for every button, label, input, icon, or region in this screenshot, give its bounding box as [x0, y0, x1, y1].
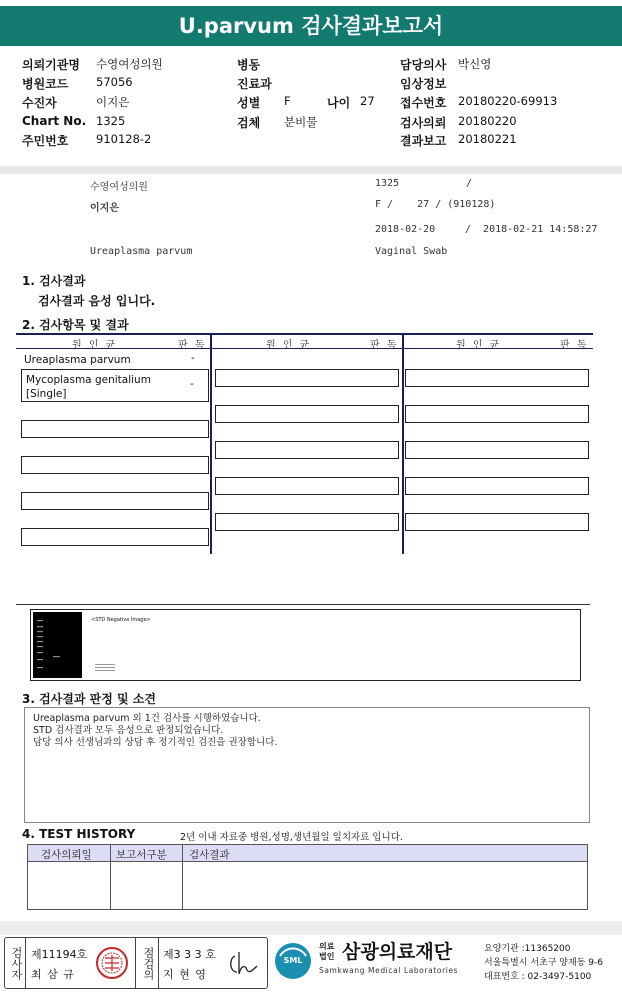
- empty-cell: [405, 513, 589, 531]
- history-col-result: 검사결과: [189, 849, 230, 861]
- tester-number: 제11194호: [31, 948, 88, 961]
- organism-result: -: [191, 352, 195, 364]
- institution-label: 의뢰기관명: [22, 58, 80, 72]
- empty-cell: [215, 513, 399, 531]
- organism-result: -: [190, 378, 194, 390]
- specimen-value: 분비물: [284, 115, 318, 129]
- gel-image: [33, 612, 82, 678]
- section1-heading: 1. 검사결과: [22, 274, 86, 288]
- signature-icon: [225, 948, 261, 980]
- empty-cell: [405, 441, 589, 459]
- col-header-result-3: 판 독: [560, 340, 589, 351]
- col-header-organism-2: 원 인 균: [266, 340, 312, 351]
- org-prefix-2: 법인: [319, 952, 335, 961]
- printout-sex-age: F / 27 / (910128): [375, 199, 496, 210]
- footer-line-1: 요양기관 :11365200: [484, 944, 571, 954]
- empty-cell: [405, 405, 589, 423]
- id-label: 주민번호: [22, 134, 69, 148]
- tester-name: 최 삼 규: [31, 968, 75, 981]
- footer-band: [0, 921, 622, 935]
- specimen-label: 검체: [237, 116, 261, 130]
- report-date-value: 20180221: [458, 132, 517, 146]
- opinion-box: [24, 707, 590, 823]
- history-col-type: 보고서구분: [116, 849, 167, 861]
- reviewer-name: 지 현 영: [163, 968, 207, 981]
- history-col-divider: [110, 845, 111, 909]
- hospital-code-label: 병원코드: [22, 77, 69, 91]
- org-prefix-1: 의료: [319, 942, 335, 951]
- sex-label: 성별: [237, 96, 261, 110]
- section3-heading: 3. 검사결과 판정 및 소견: [22, 692, 156, 706]
- hospital-code-value: 57056: [96, 75, 133, 89]
- empty-cell: [21, 420, 209, 438]
- dept-label: 진료과: [237, 77, 272, 91]
- reviewer-label: 점검의: [135, 938, 159, 988]
- patient-label: 수진자: [22, 96, 57, 110]
- org-english: Samkwang Medical Laboratories: [319, 966, 459, 975]
- section4-heading: 4. TEST HISTORY: [22, 827, 136, 841]
- empty-cell: [215, 405, 399, 423]
- reviewer-number: 제3 3 3 호: [163, 948, 216, 961]
- ward-label: 병동: [237, 58, 261, 72]
- report-date-label: 결과보고: [400, 134, 447, 148]
- history-col-divider: [182, 845, 183, 909]
- column-divider-1: [210, 333, 212, 554]
- org-name: 삼광의료재단: [342, 941, 453, 963]
- doctor-label: 담당의사: [400, 58, 447, 72]
- divider-line: [16, 604, 590, 605]
- id-value: 910128-2: [96, 132, 152, 146]
- signature-block: [4, 937, 268, 989]
- printout-date-to: / 2018-02-21 14:58:27: [465, 224, 598, 235]
- section1-text: 검사결과 음성 입니다.: [38, 294, 156, 308]
- empty-cell: [21, 492, 209, 510]
- sml-logo-icon: [272, 940, 314, 982]
- age-value: 27: [360, 94, 375, 108]
- empty-cell: [215, 477, 399, 495]
- printout-specimen: Vaginal Swab: [375, 246, 448, 257]
- col-header-organism-3: 원 인 균: [456, 340, 502, 351]
- request-label: 검사의뢰: [400, 116, 447, 130]
- history-col-date: 검사의뢰일: [41, 849, 92, 861]
- receipt-label: 접수번호: [400, 96, 447, 110]
- table-top-rule: [16, 333, 593, 335]
- history-header: [28, 845, 587, 862]
- empty-cell: [21, 456, 209, 474]
- tester-label: 검사자: [5, 938, 26, 988]
- printout-chart: 1325: [375, 178, 400, 189]
- age-label: 나이: [327, 96, 351, 110]
- col-header-result-1: 판 독: [178, 340, 207, 351]
- history-table: [27, 844, 588, 910]
- empty-cell: [215, 441, 399, 459]
- patient-value: 이지은: [96, 95, 130, 109]
- opinion-line: Ureaplasma parvum 외 1건 검사를 시행하였습니다.: [33, 713, 261, 724]
- seal-icon: [95, 946, 129, 980]
- opinion-line: 담당 의사 선생님과의 상담 후 정기적인 검진을 권장합니다.: [33, 737, 278, 748]
- gel-caption: <STD Negative Image>: [91, 617, 151, 623]
- logo-text: SML: [283, 956, 303, 965]
- chart-label: Chart No.: [22, 114, 87, 128]
- empty-cell: [215, 369, 399, 387]
- opinion-line: STD 검사결과 모두 음성으로 판정되었습니다.: [33, 725, 224, 736]
- footer-line-3: 대표번호 : 02-3497-5100: [484, 972, 592, 982]
- chart-value: 1325: [96, 114, 126, 128]
- gel-legend: [95, 662, 115, 674]
- printout-patient: 이지은: [90, 203, 119, 214]
- gel-image-frame: [30, 609, 581, 681]
- empty-cell: [405, 477, 589, 495]
- col-header-organism-1: 원 인 균: [72, 340, 118, 351]
- printout-organism: Ureaplasma parvum: [90, 246, 193, 257]
- printout-clinic: 수영여성의원: [90, 182, 148, 193]
- request-value: 20180220: [458, 114, 517, 128]
- printout-slash: /: [466, 178, 473, 189]
- empty-cell: [405, 369, 589, 387]
- clinical-label: 임상정보: [400, 77, 447, 91]
- col-header-result-2: 판 독: [370, 340, 399, 351]
- empty-cell: [21, 528, 209, 546]
- doctor-value: 박신영: [458, 57, 492, 71]
- printout-date-from: 2018-02-20: [375, 224, 436, 235]
- organism-name: Mycoplasma genitalium [Single]: [26, 374, 151, 400]
- table-row: [21, 369, 209, 402]
- column-divider-2: [402, 333, 404, 554]
- sex-value: F: [284, 94, 291, 108]
- institution-value: 수영여성의원: [96, 57, 163, 71]
- organism-name: Ureaplasma parvum: [24, 354, 131, 366]
- separator-band: [0, 166, 622, 174]
- report-title: U.parvum 검사결과보고서: [0, 6, 622, 46]
- receipt-value: 20180220-69913: [458, 94, 558, 108]
- section2-heading: 2. 검사항목 및 결과: [22, 318, 129, 332]
- footer-line-2: 서울특별시 서초구 양재동 9-6: [484, 958, 603, 968]
- history-note: 2년 이내 자료중 병원,성명,생년월일 일치자료 입니다.: [180, 832, 403, 843]
